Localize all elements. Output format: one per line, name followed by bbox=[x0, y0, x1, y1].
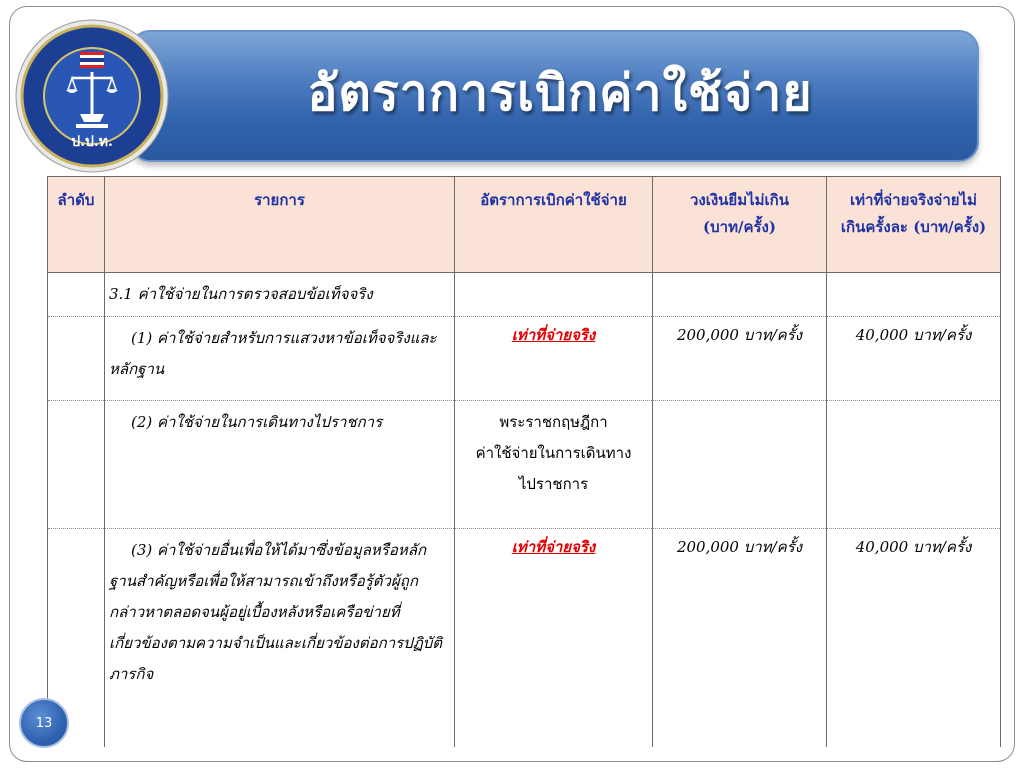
rate-line: ไปราชการ bbox=[518, 475, 589, 493]
rates-table bbox=[47, 176, 1001, 747]
table-row bbox=[48, 317, 1001, 401]
header-actual-line2: เกินครั้งละ (บาท/ครั้ง) bbox=[840, 218, 987, 236]
rate-line: พระราชกฤษฎีกา bbox=[499, 413, 608, 431]
page-number-badge: 13 bbox=[19, 698, 69, 748]
header-advance-line1: วงเงินยืมไม่เกิน bbox=[689, 191, 790, 209]
table-row bbox=[48, 401, 1001, 529]
header-advance-line2: (บาท/ครั้ง) bbox=[703, 218, 776, 236]
cell-item: (1) ค่าใช้จ่ายสำหรับการแสวงหาข้อเท็จจริงและหลักฐาน bbox=[105, 317, 455, 401]
cell-rate bbox=[455, 401, 653, 529]
cell-no bbox=[48, 317, 105, 401]
cell-actual bbox=[827, 273, 1001, 317]
header-actual-line1: เท่าที่จ่ายจริงจ่ายไม่ bbox=[850, 191, 977, 209]
header-advance bbox=[653, 177, 827, 273]
header-no: ลำดับ bbox=[48, 177, 105, 273]
cell-rate bbox=[455, 273, 653, 317]
rate-actual-link: เท่าที่จ่ายจริง bbox=[511, 538, 596, 556]
cell-advance bbox=[653, 273, 827, 317]
rate-line: ค่าใช้จ่ายในการเดินทาง bbox=[475, 444, 632, 462]
slide-title: อัตราการเบิกค่าใช้จ่าย bbox=[307, 62, 813, 122]
header-actual bbox=[827, 177, 1001, 273]
cell-actual: 40,000 บาท/ครั้ง bbox=[827, 529, 1001, 747]
cell-no bbox=[48, 401, 105, 529]
logo-text: ป.ป.ท. bbox=[71, 134, 113, 150]
cell-rate bbox=[455, 529, 653, 747]
cell-item: (2) ค่าใช้จ่ายในการเดินทางไปราชการ bbox=[105, 401, 455, 529]
pacc-seal-icon bbox=[14, 18, 170, 174]
cell-advance: 200,000 บาท/ครั้ง bbox=[653, 529, 827, 747]
cell-advance bbox=[653, 401, 827, 529]
cell-rate bbox=[455, 317, 653, 401]
table-row bbox=[48, 529, 1001, 747]
header-rate: อัตราการเบิกค่าใช้จ่าย bbox=[455, 177, 653, 273]
table-row bbox=[48, 273, 1001, 317]
cell-item: 3.1 ค่าใช้จ่ายในการตรวจสอบข้อเท็จจริง bbox=[105, 273, 455, 317]
cell-advance: 200,000 บาท/ครั้ง bbox=[653, 317, 827, 401]
cell-actual: 40,000 บาท/ครั้ง bbox=[827, 317, 1001, 401]
rate-actual-link: เท่าที่จ่ายจริง bbox=[511, 326, 596, 344]
header-item: รายการ bbox=[105, 177, 455, 273]
cell-item: (3) ค่าใช้จ่ายอื่นเพื่อให้ได้มาซึ่งข้อมูลหรือหลักฐานสำคัญหรือเพื่อให้สามารถเข้าถึงหรือรู้ตัวผู้ถูกกล่าวหาตลอดจนผู้อยู่เบื้องหลังหรือเครือข่ายที่เกี่ยวข้องตามความจำเป็นและเกี่ยวข้องต่อการปฏิบัติภารกิจ bbox=[105, 529, 455, 747]
cell-actual bbox=[827, 401, 1001, 529]
cell-no bbox=[48, 273, 105, 317]
table-header-row bbox=[48, 177, 1001, 273]
